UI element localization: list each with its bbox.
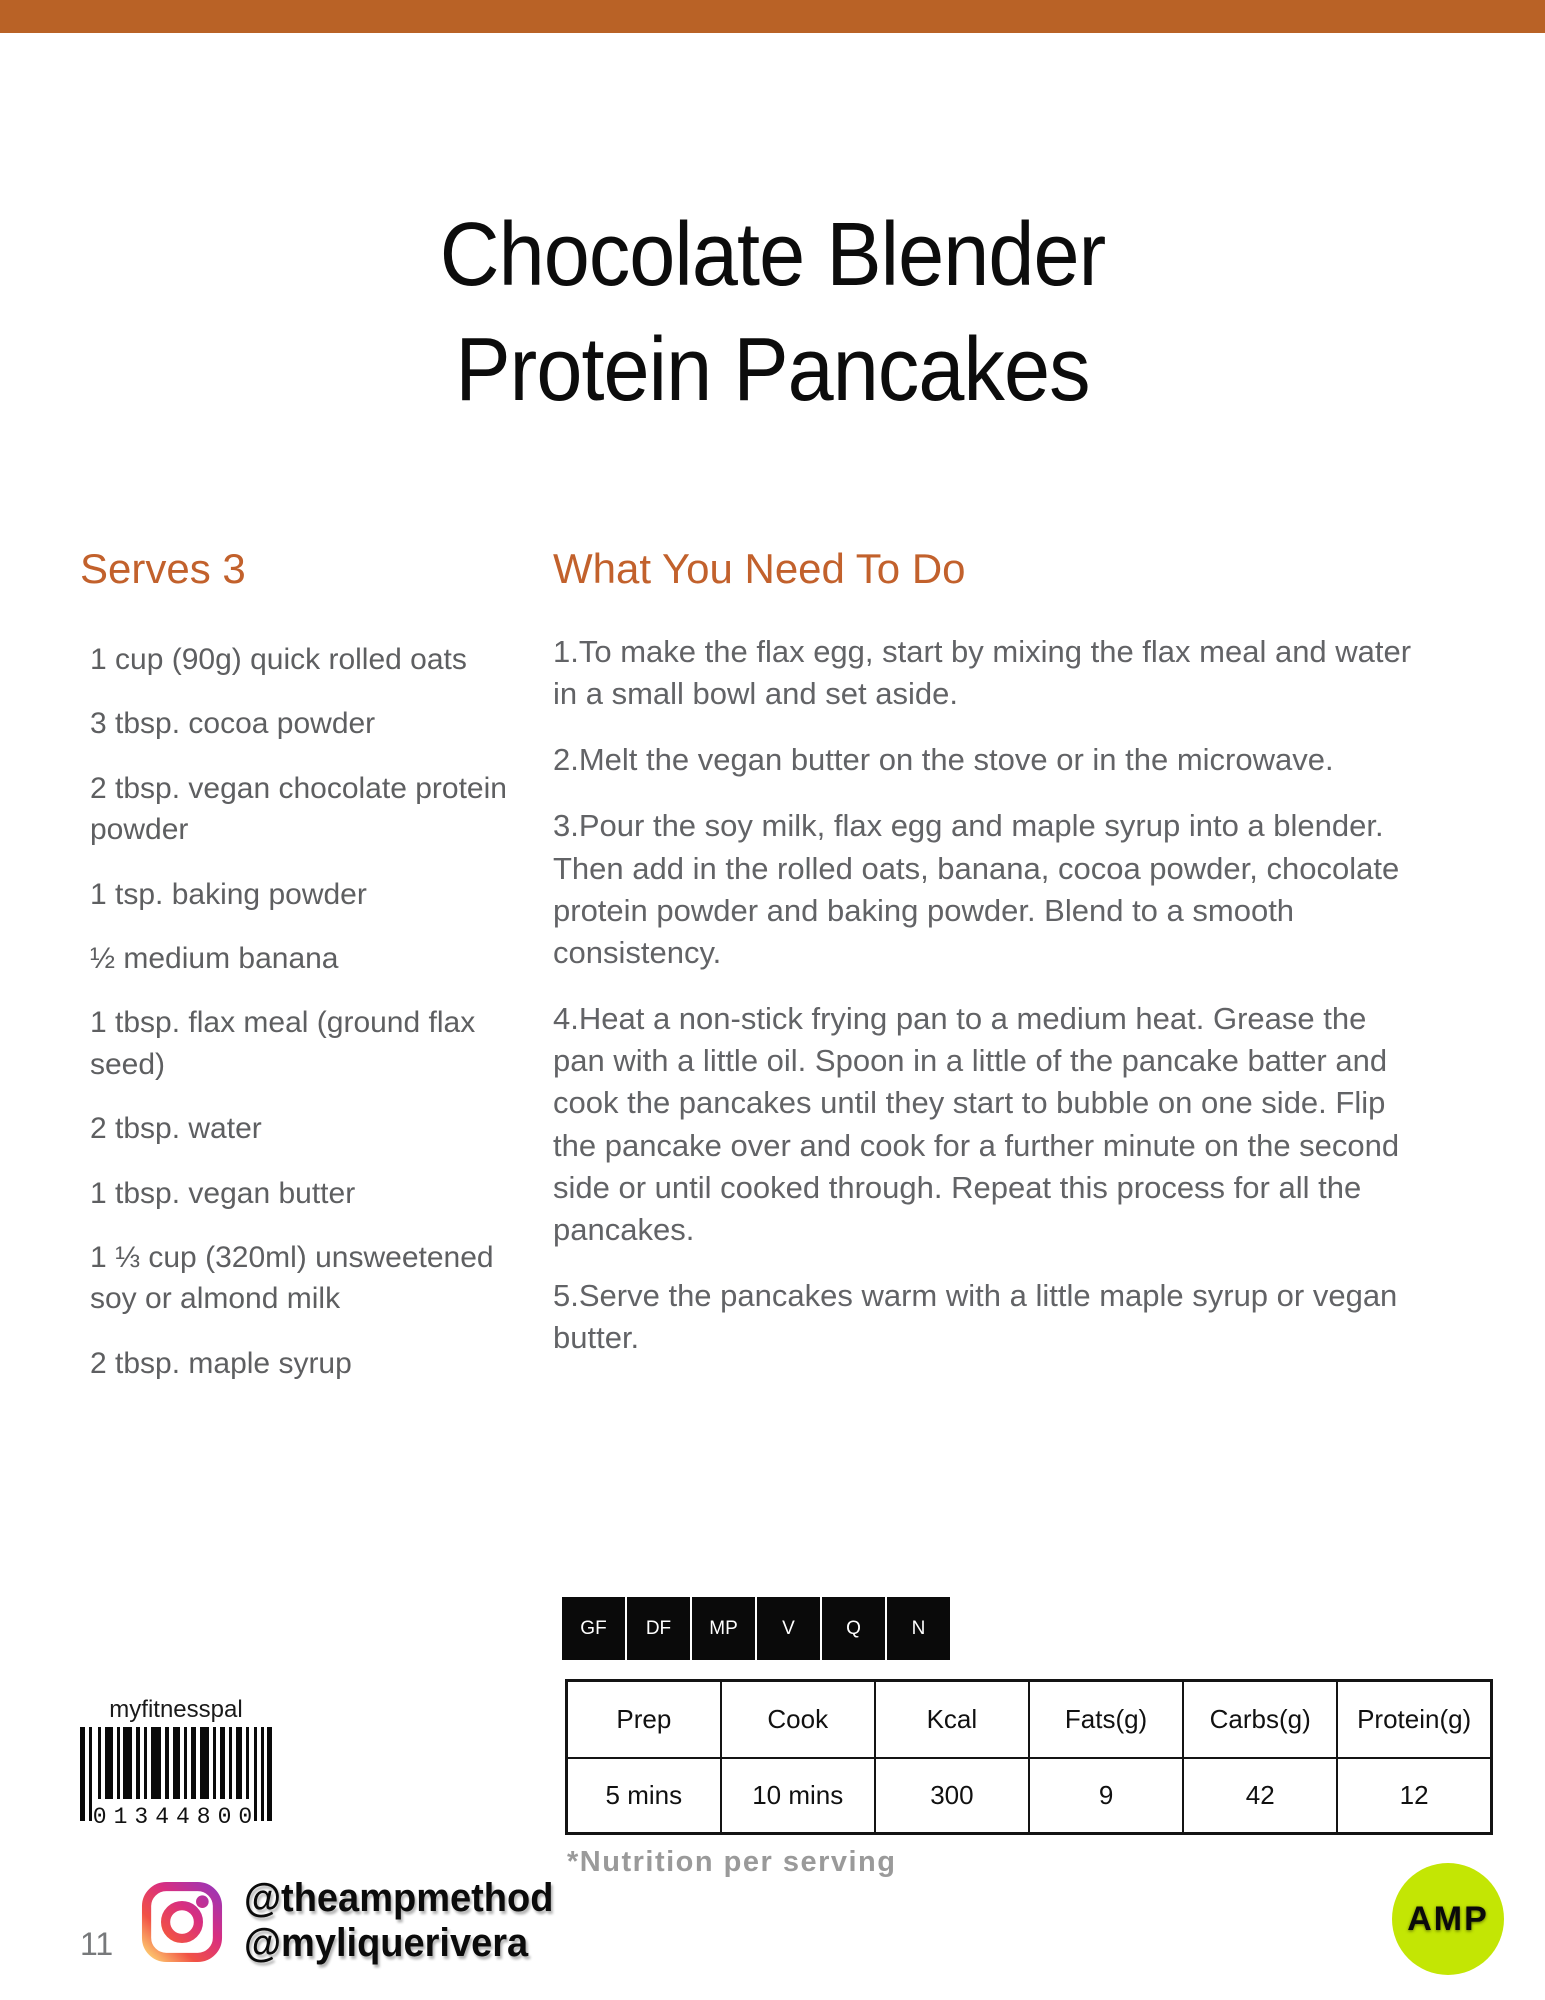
amp-logo (1392, 1863, 1504, 1975)
nutrition-header-prep: Prep (567, 1681, 721, 1758)
ingredient-item: 2 tbsp. vegan chocolate protein powder (90, 771, 507, 847)
instagram-handle-1: @theampmethod (244, 1876, 554, 1920)
barcode-number: 01344800 (92, 1804, 260, 1830)
direction-step (553, 998, 1413, 1251)
instagram-icon (140, 1880, 224, 1964)
ingredient-item: 1 tbsp. flax meal (ground flax seed) (90, 1006, 476, 1081)
diet-tag-gf: GF (562, 1597, 625, 1660)
page-title (62, 198, 1483, 428)
direction-step (553, 631, 1413, 715)
ingredient-item: 2 tbsp. water (90, 1112, 262, 1146)
nutrition-value-prep: 5 mins (567, 1758, 721, 1834)
ingredient-item: 1 tbsp. vegan butter (90, 1176, 356, 1210)
step-number: 5. (553, 1278, 579, 1314)
instagram-handle-2: @myliquerivera (244, 1920, 529, 1965)
nutrition-header-kcal: Kcal (875, 1681, 1029, 1758)
nutrition-header-carbs: Carbs(g) (1183, 1681, 1337, 1758)
barcode-label: myfitnesspal (109, 1696, 243, 1723)
nutrition-header-cook: Cook (721, 1681, 875, 1758)
step-number: 1. (553, 634, 579, 669)
nutrition-value-carbs: 42 (1183, 1758, 1337, 1834)
ingredient-item: 3 tbsp. cocoa powder (90, 707, 376, 741)
nutrition-value-cook: 10 mins (721, 1758, 875, 1834)
myfitnesspal-barcode (78, 1696, 274, 1830)
page-number: 11 (80, 1926, 114, 1962)
nutrition-value-kcal: 300 (875, 1758, 1029, 1834)
step-number: 2. (553, 742, 579, 778)
diet-tag-mp: MP (692, 1597, 755, 1660)
step-text: Pour the soy milk, flax egg and maple syrup into a blender. Then add in the rolled oats, banana, cocoa powder, chocolate protein powder and baking powder. Blend to a smooth consistency. (553, 808, 1400, 970)
diet-tag-n: N (887, 1597, 950, 1660)
nutrition-value-row (567, 1758, 1492, 1834)
nutrition-value-protein: 12 (1337, 1758, 1491, 1834)
ingredient-item: ½ medium banana (90, 941, 339, 975)
top-accent-bar (0, 0, 1545, 33)
nutrition-value-fats: 9 (1029, 1758, 1183, 1834)
page-title-line1: Chocolate Blender (439, 205, 1106, 305)
nutrition-header-row (567, 1681, 1492, 1758)
direction-step (553, 805, 1413, 974)
directions-column (553, 545, 1453, 1383)
direction-step (553, 1275, 1413, 1359)
ingredient-item: 1 cup (90g) quick rolled oats (90, 643, 467, 676)
diet-tags-row (562, 1597, 952, 1660)
diet-tag-df: DF (627, 1597, 690, 1660)
ingredient-item: 1 tsp. baking powder (90, 877, 367, 911)
ingredient-item: 1 ⅓ cup (320ml) unsweetened soy or almond milk (90, 1240, 494, 1316)
diet-tag-q: Q (822, 1597, 885, 1660)
instagram-handles (244, 1876, 553, 1966)
amp-logo-text: AMP (1407, 1899, 1489, 1938)
step-text: Heat a non-stick frying pan to a medium heat. Grease the pan with a little oil. Spoon in a little of the pancake batter and cook the pancakes until they start to bubble on one side. Flip the pancake over and cook for a further minute on the second side or until cooked through. Repeat this process for all the pancakes. (553, 1001, 1400, 1247)
serves-heading: Serves 3 (80, 545, 246, 592)
nutrition-note: *Nutrition per serving (567, 1846, 897, 1878)
step-text: To make the flax egg, start by mixing the flax meal and water in a small bowl and set aside. (553, 634, 1412, 712)
step-text: Melt the vegan butter on the stove or in the microwave. (578, 742, 1334, 778)
step-number: 4. (553, 1001, 579, 1037)
diet-tag-v: V (757, 1597, 820, 1660)
page-title-line2: Protein Pancakes (455, 320, 1090, 421)
nutrition-header-fats: Fats(g) (1029, 1681, 1183, 1758)
step-text: Serve the pancakes warm with a little maple syrup or vegan butter. (553, 1278, 1398, 1356)
ingredients-column (80, 545, 520, 1407)
direction-step (553, 739, 1413, 781)
nutrition-table (565, 1679, 1493, 1835)
nutrition-header-protein: Protein(g) (1337, 1681, 1491, 1758)
directions-heading: What You Need To Do (553, 545, 966, 592)
ingredient-item: 2 tbsp. maple syrup (90, 1346, 352, 1380)
step-number: 3. (553, 808, 579, 844)
